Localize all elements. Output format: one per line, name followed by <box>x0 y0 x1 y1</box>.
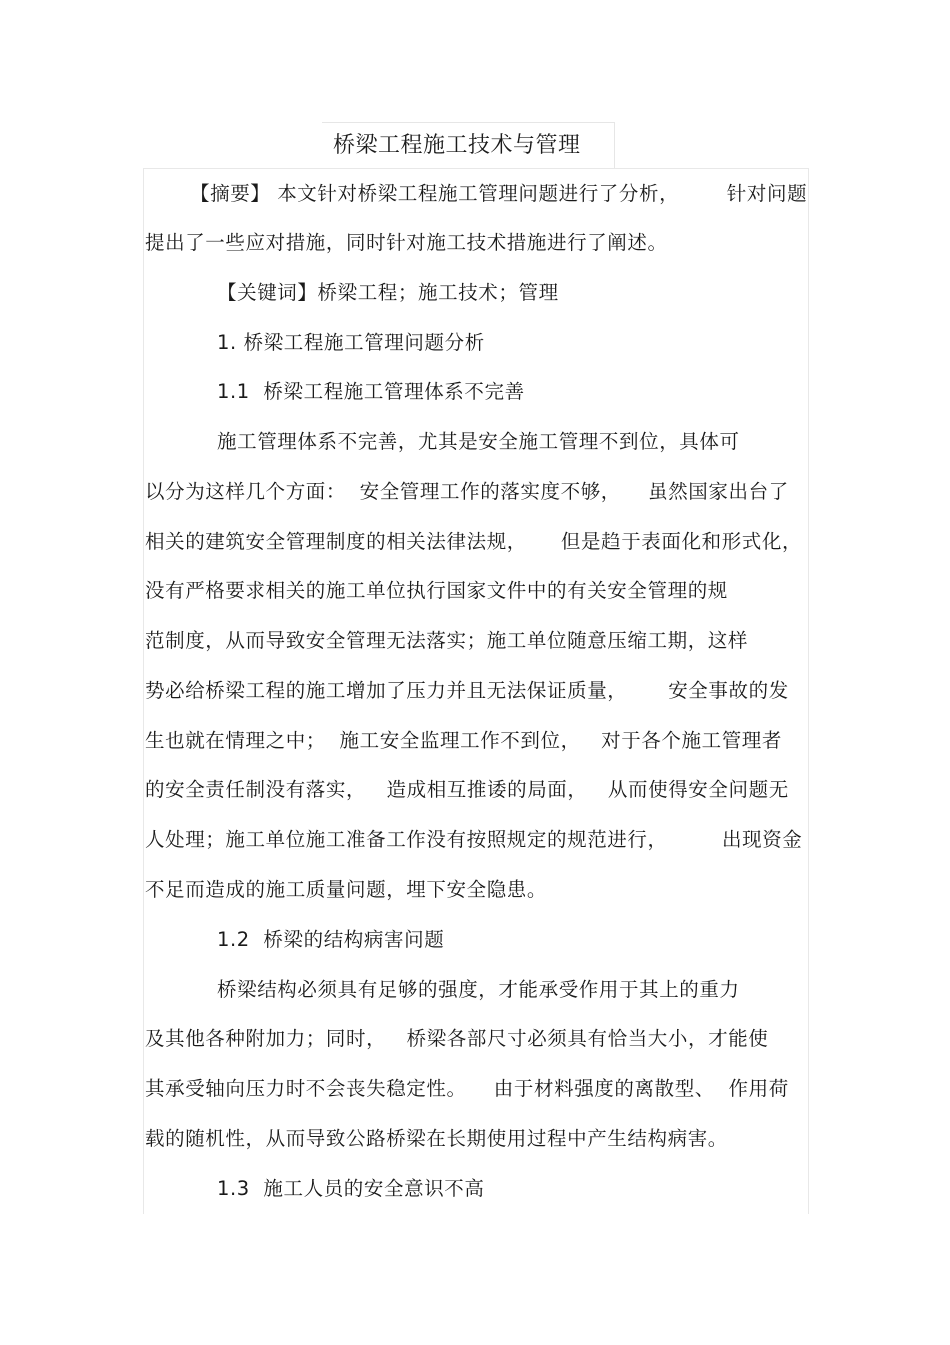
abstract-line: 【摘要】 本文针对桥梁工程施工管理问题进行了分析， 针对问题 <box>190 182 808 205</box>
section-heading-1-3: 1.3 施工人员的安全意识不高 <box>217 1177 485 1200</box>
paragraph-line: 人处理；施工单位施工准备工作没有按照规定的规范进行， 出现资金 <box>145 828 803 851</box>
paragraph-line: 相关的建筑安全管理制度的相关法律法规， 但是趋于表面化和形式化， <box>145 530 803 553</box>
section-heading-1-2: 1.2 桥梁的结构病害问题 <box>217 928 445 951</box>
paragraph-line: 没有严格要求相关的施工单位执行国家文件中的有关安全管理的规 <box>145 579 728 602</box>
paragraph-line: 载的随机性，从而导致公路桥梁在长期使用过程中产生结构病害。 <box>145 1127 728 1150</box>
document-title: 桥梁工程施工技术与管理 <box>333 133 581 158</box>
paragraph-line: 桥梁结构必须具有足够的强度，才能承受作用于其上的重力 <box>217 978 740 1001</box>
paragraph-line: 其承受轴向压力时不会丧失稳定性。 由于材料强度的离散型、 作用荷 <box>145 1077 789 1100</box>
paragraph-line: 施工管理体系不完善，尤其是安全施工管理不到位，具体可 <box>217 430 740 453</box>
paragraph-line: 势必给桥梁工程的施工增加了压力并且无法保证质量， 安全事故的发 <box>145 679 789 702</box>
paragraph-line: 生也就在情理之中； 施工安全监理工作不到位， 对于各个施工管理者 <box>145 729 782 752</box>
paragraph-line: 及其他各种附加力；同时， 桥梁各部尺寸必须具有恰当大小，才能使 <box>145 1027 769 1050</box>
paragraph-line: 的安全责任制没有落实， 造成相互推诿的局面， 从而使得安全问题无 <box>145 778 789 801</box>
abstract-line: 提出了一些应对措施，同时针对施工技术措施进行了阐述。 <box>145 231 668 254</box>
keywords: 【关键词】桥梁工程；施工技术；管理 <box>217 281 559 304</box>
paragraph-line: 范制度，从而导致安全管理无法落实；施工单位随意压缩工期，这样 <box>145 629 749 652</box>
section-heading-1: 1. 桥梁工程施工管理问题分析 <box>217 331 485 354</box>
section-heading-1-1: 1.1 桥梁工程施工管理体系不完善 <box>217 380 525 403</box>
paragraph-line: 以分为这样几个方面： 安全管理工作的落实度不够， 虽然国家出台了 <box>145 480 789 503</box>
paragraph-line: 不足而造成的施工质量问题，埋下安全隐患。 <box>145 878 548 901</box>
